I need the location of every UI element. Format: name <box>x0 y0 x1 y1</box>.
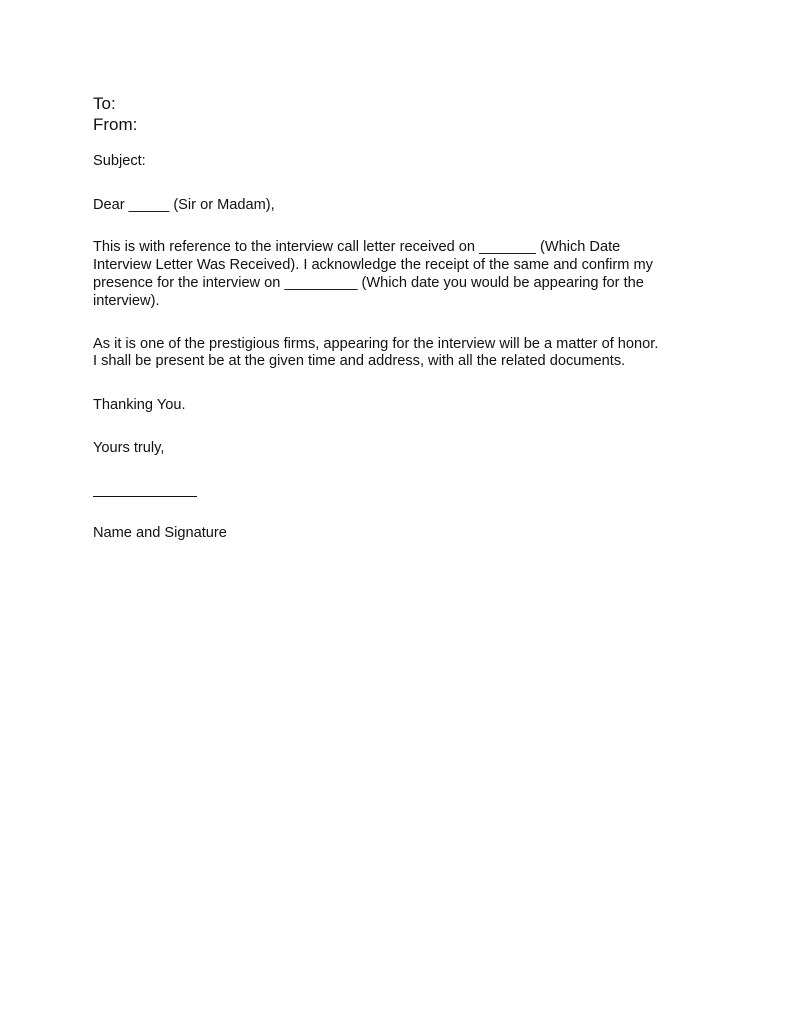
paragraph-line: Interview Letter Was Received). I acknowledge the receipt of the same and confirm my <box>93 257 653 273</box>
closing-line: Yours truly, <box>93 440 165 456</box>
paragraph-line: interview). <box>93 293 160 309</box>
paragraph-line: presence for the interview on _________ (Which date you would be appearing for the <box>93 275 644 291</box>
from-label: From: <box>93 115 138 134</box>
to-label: To: <box>93 94 116 113</box>
paragraph-line: I shall be present be at the given time and address, with all the related documents. <box>93 353 626 369</box>
salutation: Dear _____ (Sir or Madam), <box>93 197 275 213</box>
signature-line <box>93 496 197 497</box>
subject-label: Subject: <box>93 153 146 169</box>
thanks-line: Thanking You. <box>93 397 186 413</box>
paragraph-line: As it is one of the prestigious firms, appearing for the interview will be a matter of honor. <box>93 336 659 352</box>
paragraph-line: This is with reference to the interview call letter received on _______ (Which Date <box>93 239 621 255</box>
signature-label: Name and Signature <box>93 525 227 541</box>
